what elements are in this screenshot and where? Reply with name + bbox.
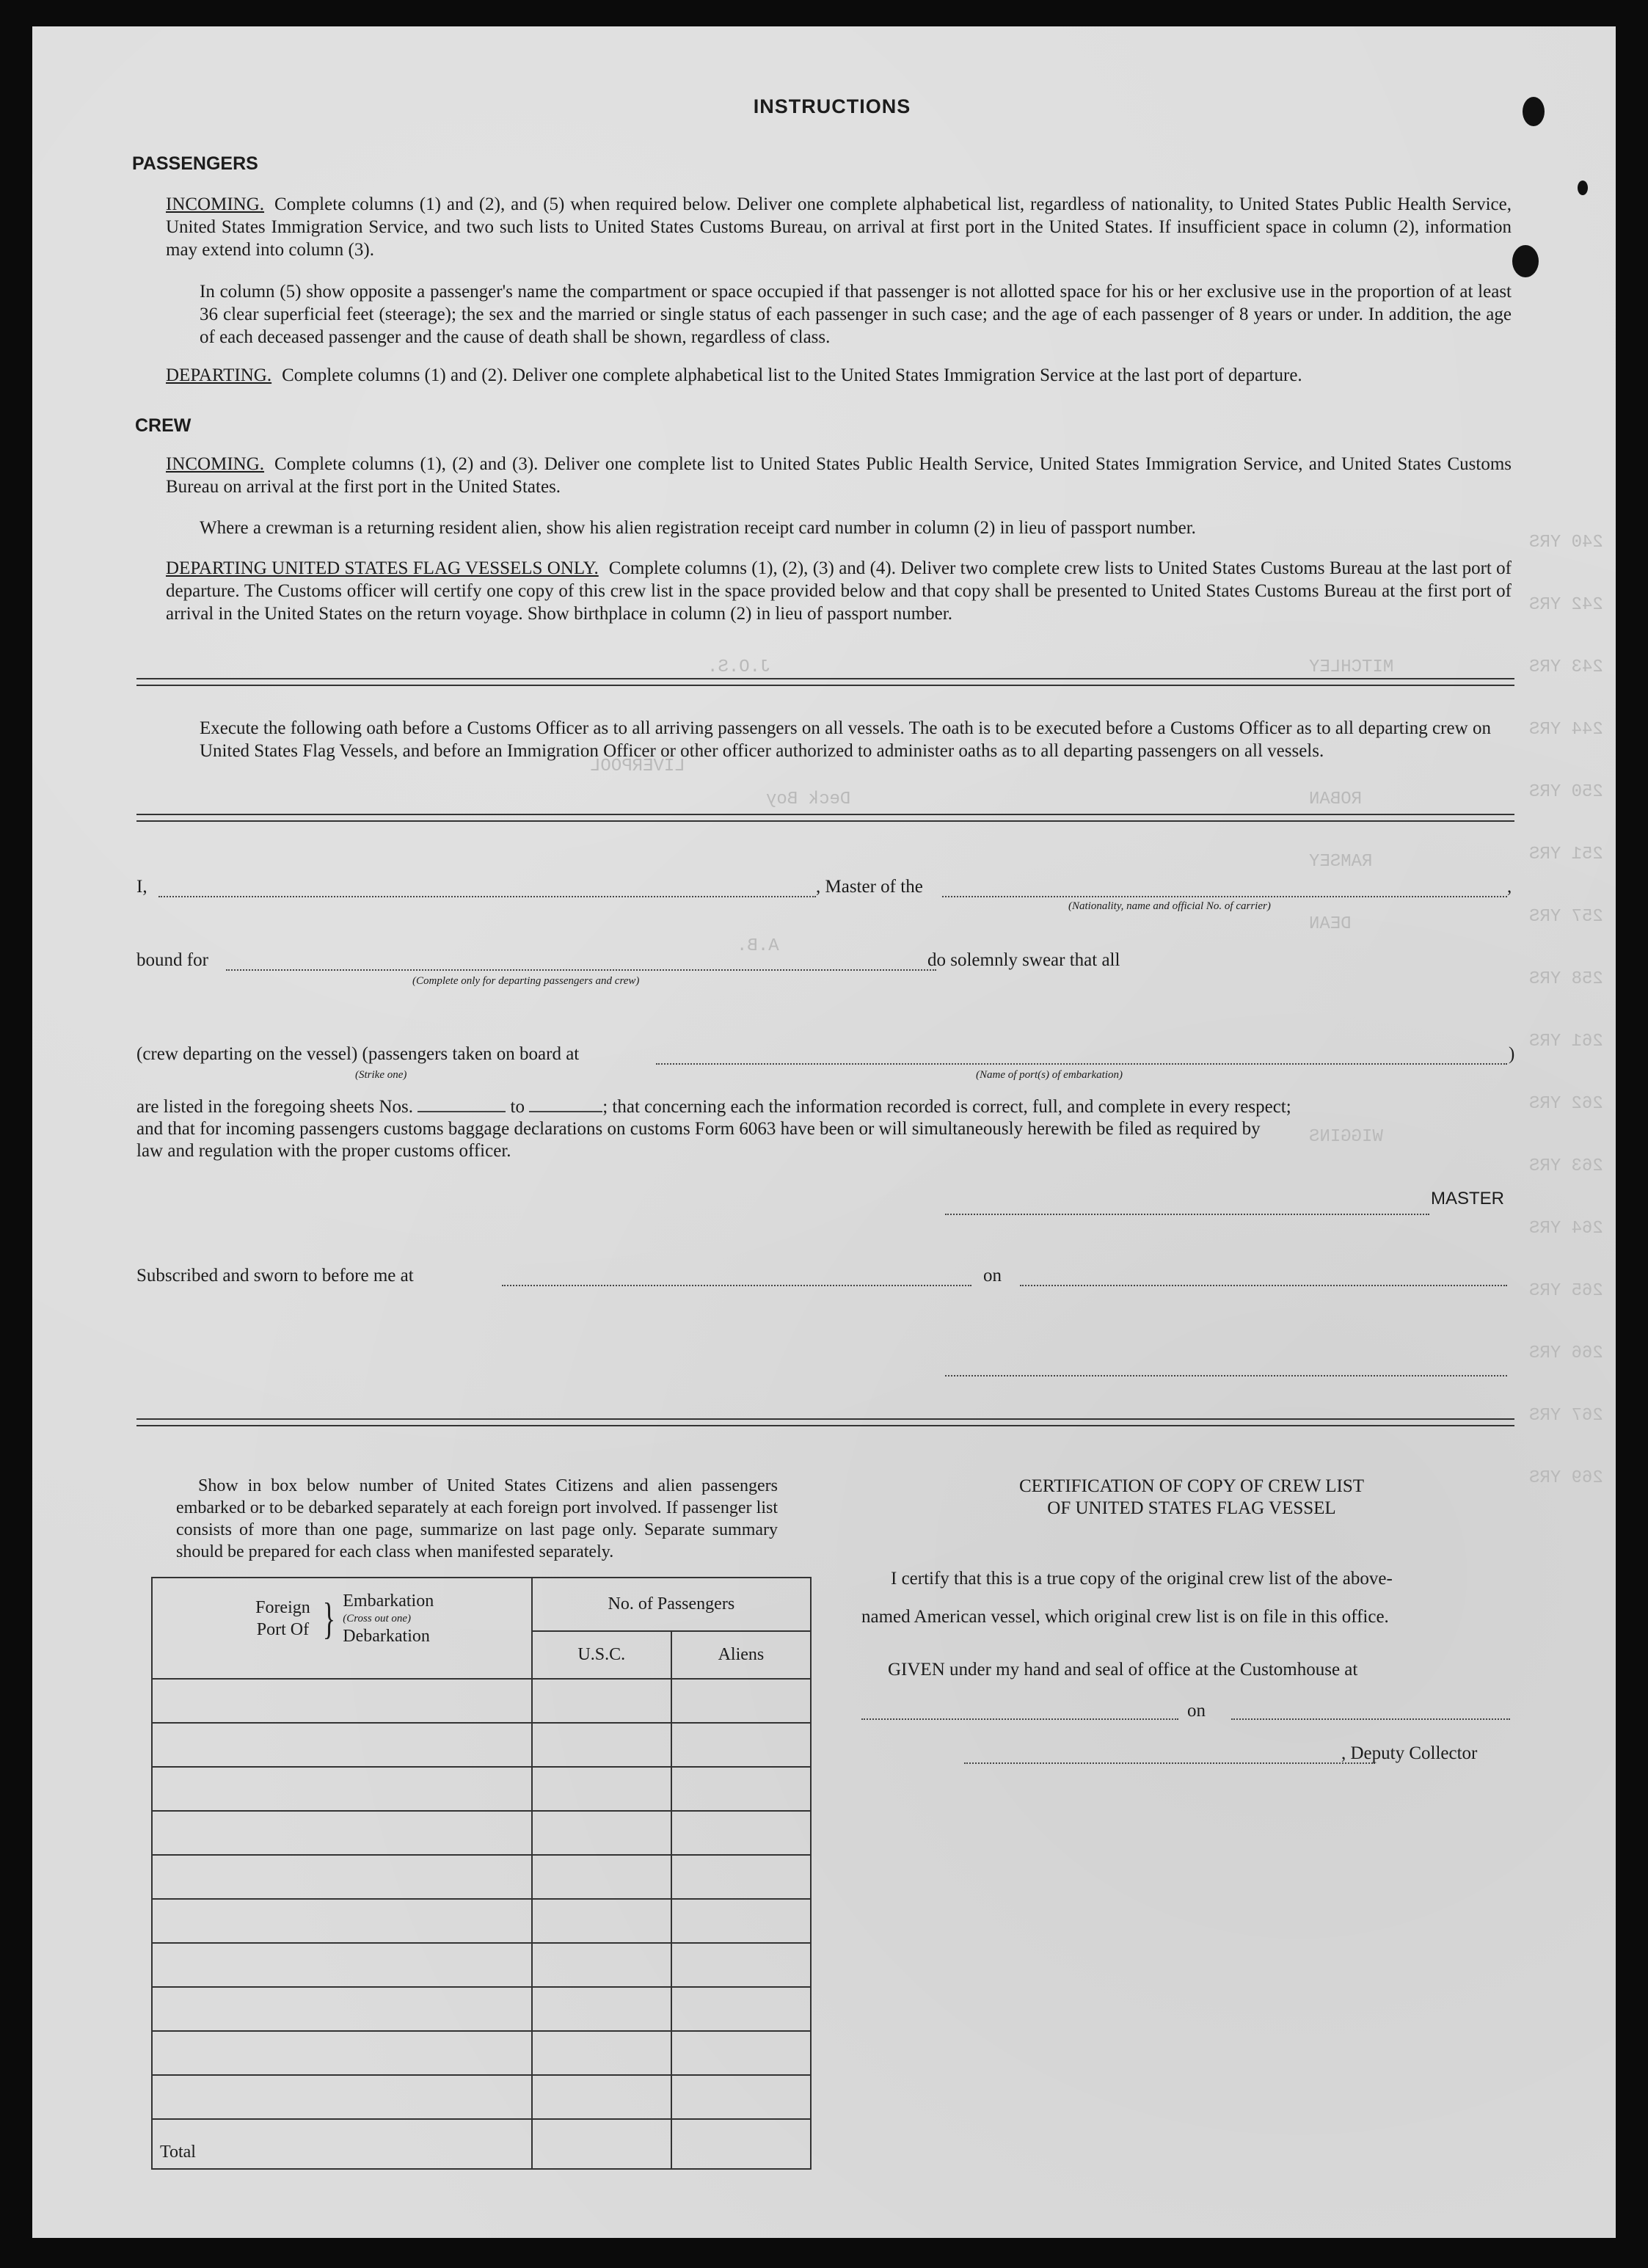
brace-glyph: } bbox=[323, 1594, 336, 1643]
passengers-departing-paragraph bbox=[166, 364, 1512, 387]
oath-bound-for: bound for bbox=[136, 950, 208, 970]
foreign-port-of-label: Foreign Port Of bbox=[255, 1598, 310, 1639]
close-paren: ) bbox=[1509, 1044, 1515, 1064]
page-title: INSTRUCTIONS bbox=[753, 95, 911, 117]
certification-title-2: OF UNITED STATES FLAG VESSEL bbox=[1047, 1498, 1336, 1518]
bleed-through-text: WIGGINS bbox=[1309, 1127, 1383, 1147]
oath-swear: do solemnly swear that all bbox=[927, 950, 1120, 970]
officer-signature-field[interactable] bbox=[945, 1375, 1507, 1377]
listed-to: to bbox=[510, 1097, 525, 1117]
bleed-through-text: 261 YRS bbox=[1529, 1032, 1603, 1051]
bleed-through-text: 242 YRS bbox=[1529, 595, 1603, 615]
ink-blot bbox=[1578, 181, 1588, 195]
summary-row[interactable] bbox=[152, 1723, 811, 1767]
ink-blot bbox=[1512, 245, 1539, 277]
bound-note: (Complete only for departing passengers and crew) bbox=[412, 975, 640, 987]
oath-intro: Execute the following oath before a Customs Officer as to all arriving passengers on all vessels. The oath is to be executed before a Customs Officer as to all departing crew on United States Flag Vessels, and before an Immigration Officer or other officer authorized to administer oaths as to all departing passengers on all vessels. bbox=[200, 718, 1491, 761]
bleed-through-text: 251 YRS bbox=[1529, 845, 1603, 864]
passengers-incoming-paragraph bbox=[166, 193, 1512, 261]
summary-header-port bbox=[152, 1578, 532, 1679]
passengers-incoming-label: INCOMING. bbox=[166, 194, 265, 214]
summary-row[interactable] bbox=[152, 1943, 811, 1987]
summary-row[interactable] bbox=[152, 2031, 811, 2075]
master-signature-field[interactable] bbox=[945, 1214, 1429, 1215]
bleed-through-text: 240 YRS bbox=[1529, 533, 1603, 553]
summary-total-row[interactable] bbox=[152, 2119, 811, 2169]
oath-i-label: I, bbox=[136, 877, 147, 897]
bleed-through-text: 258 YRS bbox=[1529, 969, 1603, 989]
document-sheet bbox=[32, 26, 1616, 2238]
oath-listed-line1 bbox=[136, 1095, 1516, 1118]
bleed-through-text: 244 YRS bbox=[1529, 720, 1603, 740]
summary-row[interactable] bbox=[152, 1855, 811, 1899]
subscribed-date-field[interactable] bbox=[1020, 1285, 1507, 1286]
bleed-through-text: 263 YRS bbox=[1529, 1156, 1603, 1176]
no-of-passengers-header: No. of Passengers bbox=[532, 1578, 811, 1631]
comma: , bbox=[1507, 877, 1512, 897]
passengers-departing-label: DEPARTING. bbox=[166, 365, 272, 385]
summary-row[interactable] bbox=[152, 1899, 811, 1943]
master-name-field[interactable] bbox=[158, 896, 816, 897]
certification-on: on bbox=[1187, 1701, 1206, 1721]
crew-departing-us-paragraph bbox=[166, 557, 1512, 625]
sheet-from-field[interactable] bbox=[418, 1111, 506, 1112]
summary-instructions: Show in box below number of United States Citizens and alien passengers embarked or to be debarked separately at each foreign port involved. If passenger list consists of more than one page, summarize on last page only. Separate summary should be prepared for each class when manifested separately. bbox=[176, 1476, 778, 1561]
oath-listed-line3: law and regulation with the proper customs officer. bbox=[136, 1141, 511, 1161]
oath-listed-line2: and that for incoming passengers customs baggage declarations on customs Form 6063 have been or will simultaneously herewith be filed as required by bbox=[136, 1119, 1261, 1139]
bleed-through-text: 262 YRS bbox=[1529, 1094, 1603, 1114]
crew-incoming-text: Complete columns (1), (2) and (3). Deliver one complete list to United States Public Health Service, United States Immigration Service, and United States Customs Bureau on arrival at the first port in the United States. bbox=[166, 454, 1512, 497]
summary-row[interactable] bbox=[152, 1679, 811, 1723]
bleed-through-text: 267 YRS bbox=[1529, 1406, 1603, 1426]
summary-row[interactable] bbox=[152, 1987, 811, 2031]
bleed-through-text: 243 YRS bbox=[1529, 657, 1603, 677]
passengers-departing-text: Complete columns (1) and (2). Deliver one complete alphabetical list to the United States Immigration Service at the last port of departure. bbox=[282, 365, 1302, 385]
passengers-column5-paragraph: In column (5) show opposite a passenger's name the compartment or space occupied if that passenger is not allotted space for his or her exclusive use in the proportion of at least 36 clear superficial feet (steerage); the sex and the married or single status of each passenger in such case; and the age of each passenger of 8 years or under. In addition, the age of each deceased passenger and the cause of death shall be shown, regardless of class. bbox=[200, 282, 1512, 347]
certification-text-2: named American vessel, which original crew list is on file in this office. bbox=[861, 1607, 1389, 1627]
crew-incoming-paragraph bbox=[166, 453, 1512, 498]
embark-debark-labels bbox=[343, 1590, 434, 1647]
bleed-through-text: J.O.S. bbox=[707, 657, 771, 677]
bleed-through-text: ROBAN bbox=[1309, 790, 1363, 809]
sheet-to-field[interactable] bbox=[529, 1111, 602, 1112]
certification-title-1: CERTIFICATION OF COPY OF CREW LIST bbox=[1018, 1476, 1365, 1496]
section-divider bbox=[136, 814, 1514, 822]
subscribed-place-field[interactable] bbox=[502, 1285, 971, 1286]
crew-heading: CREW bbox=[135, 415, 192, 436]
total-label: Total bbox=[152, 2119, 532, 2169]
bleed-through-text: A.B. bbox=[737, 936, 779, 956]
listed-suffix: ; that concerning each the information recorded is correct, full, and complete in every respect; bbox=[602, 1097, 1291, 1117]
bleed-through-text: RAMSEY bbox=[1309, 852, 1373, 872]
bleed-through-text: 250 YRS bbox=[1529, 782, 1603, 802]
certification-date-field[interactable] bbox=[1231, 1718, 1510, 1720]
bleed-through-text: 266 YRS bbox=[1529, 1343, 1603, 1363]
passengers-incoming-text: Complete columns (1) and (2), and (5) when required below. Deliver one complete alphabetical list, regardless of nationality, to United States Public Health Service, United States Immigration Service, and two such lists to United States Customs Bureau, on arrival at first port in the United States. If insufficient space in column (2), information may extend into column (3). bbox=[166, 194, 1512, 260]
crew-departing-us-label: DEPARTING UNITED STATES FLAG VESSELS ONLY. bbox=[166, 558, 599, 578]
section-divider bbox=[136, 678, 1514, 686]
usc-header: U.S.C. bbox=[532, 1631, 671, 1679]
deputy-collector-label: , Deputy Collector bbox=[1341, 1743, 1478, 1763]
subscribed-label: Subscribed and sworn to before me at bbox=[136, 1266, 414, 1286]
subscribed-on: on bbox=[983, 1266, 1002, 1286]
bound-for-field[interactable] bbox=[226, 969, 936, 971]
strike-one-note: (Strike one) bbox=[355, 1069, 407, 1081]
passengers-heading: PASSENGERS bbox=[132, 153, 258, 174]
customhouse-field[interactable] bbox=[861, 1718, 1178, 1720]
listed-prefix: are listed in the foregoing sheets Nos. bbox=[136, 1097, 413, 1117]
bleed-through-text: 269 YRS bbox=[1529, 1468, 1603, 1488]
summary-row[interactable] bbox=[152, 1811, 811, 1855]
bleed-through-text: 264 YRS bbox=[1529, 1219, 1603, 1239]
crew-departing-us-text: Complete columns (1), (2), (3) and (4). Deliver two complete crew lists to United States Customs Bureau at the last port of departure. The Customs officer will certify one copy of this crew list in the space provided below and that copy shall be presented to United States Customs Bureau at the first port of arrival in the United States on the return voyage. Show birthplace in column (2) in lieu of passport number. bbox=[166, 558, 1512, 624]
embarkation-label: Embarkation bbox=[343, 1591, 434, 1611]
carrier-field[interactable] bbox=[942, 896, 1507, 897]
oath-master-of-the: , Master of the bbox=[816, 877, 923, 897]
aliens-header: Aliens bbox=[671, 1631, 811, 1679]
summary-row[interactable] bbox=[152, 2075, 811, 2119]
deputy-collector-signature-field[interactable] bbox=[964, 1762, 1375, 1764]
debarkation-label: Debarkation bbox=[343, 1627, 430, 1646]
bleed-through-text: DEAN bbox=[1309, 914, 1352, 934]
ink-blot bbox=[1523, 97, 1545, 126]
ports-note: (Name of port(s) of embarkation) bbox=[976, 1069, 1123, 1081]
passenger-summary-table bbox=[151, 1577, 812, 2170]
crew-resident-alien-paragraph: Where a crewman is a returning resident alien, show his alien registration receipt card number in column (2) in lieu of passport number. bbox=[200, 518, 1196, 538]
certification-given: GIVEN under my hand and seal of office at the Customhouse at bbox=[888, 1660, 1358, 1680]
nationality-note: (Nationality, name and official No. of carrier) bbox=[1068, 900, 1271, 912]
crew-incoming-label: INCOMING. bbox=[166, 454, 265, 474]
bleed-through-text: Deck Boy bbox=[766, 790, 851, 809]
certification-text-1: I certify that this is a true copy of the original crew list of the above- bbox=[891, 1569, 1393, 1589]
master-label: MASTER bbox=[1431, 1189, 1505, 1208]
oath-crew-passengers: (crew departing on the vessel) (passengers taken on board at bbox=[136, 1044, 580, 1064]
bleed-through-text: LIVERPOOL bbox=[590, 756, 685, 776]
bleed-through-text: 257 YRS bbox=[1529, 907, 1603, 927]
summary-row[interactable] bbox=[152, 1767, 811, 1811]
ports-embarkation-field[interactable] bbox=[656, 1063, 1507, 1065]
cross-out-note: (Cross out one) bbox=[343, 1613, 412, 1625]
bleed-through-text: 265 YRS bbox=[1529, 1281, 1603, 1301]
bleed-through-text: MITCHLEY bbox=[1309, 657, 1394, 677]
section-divider bbox=[136, 1418, 1514, 1426]
